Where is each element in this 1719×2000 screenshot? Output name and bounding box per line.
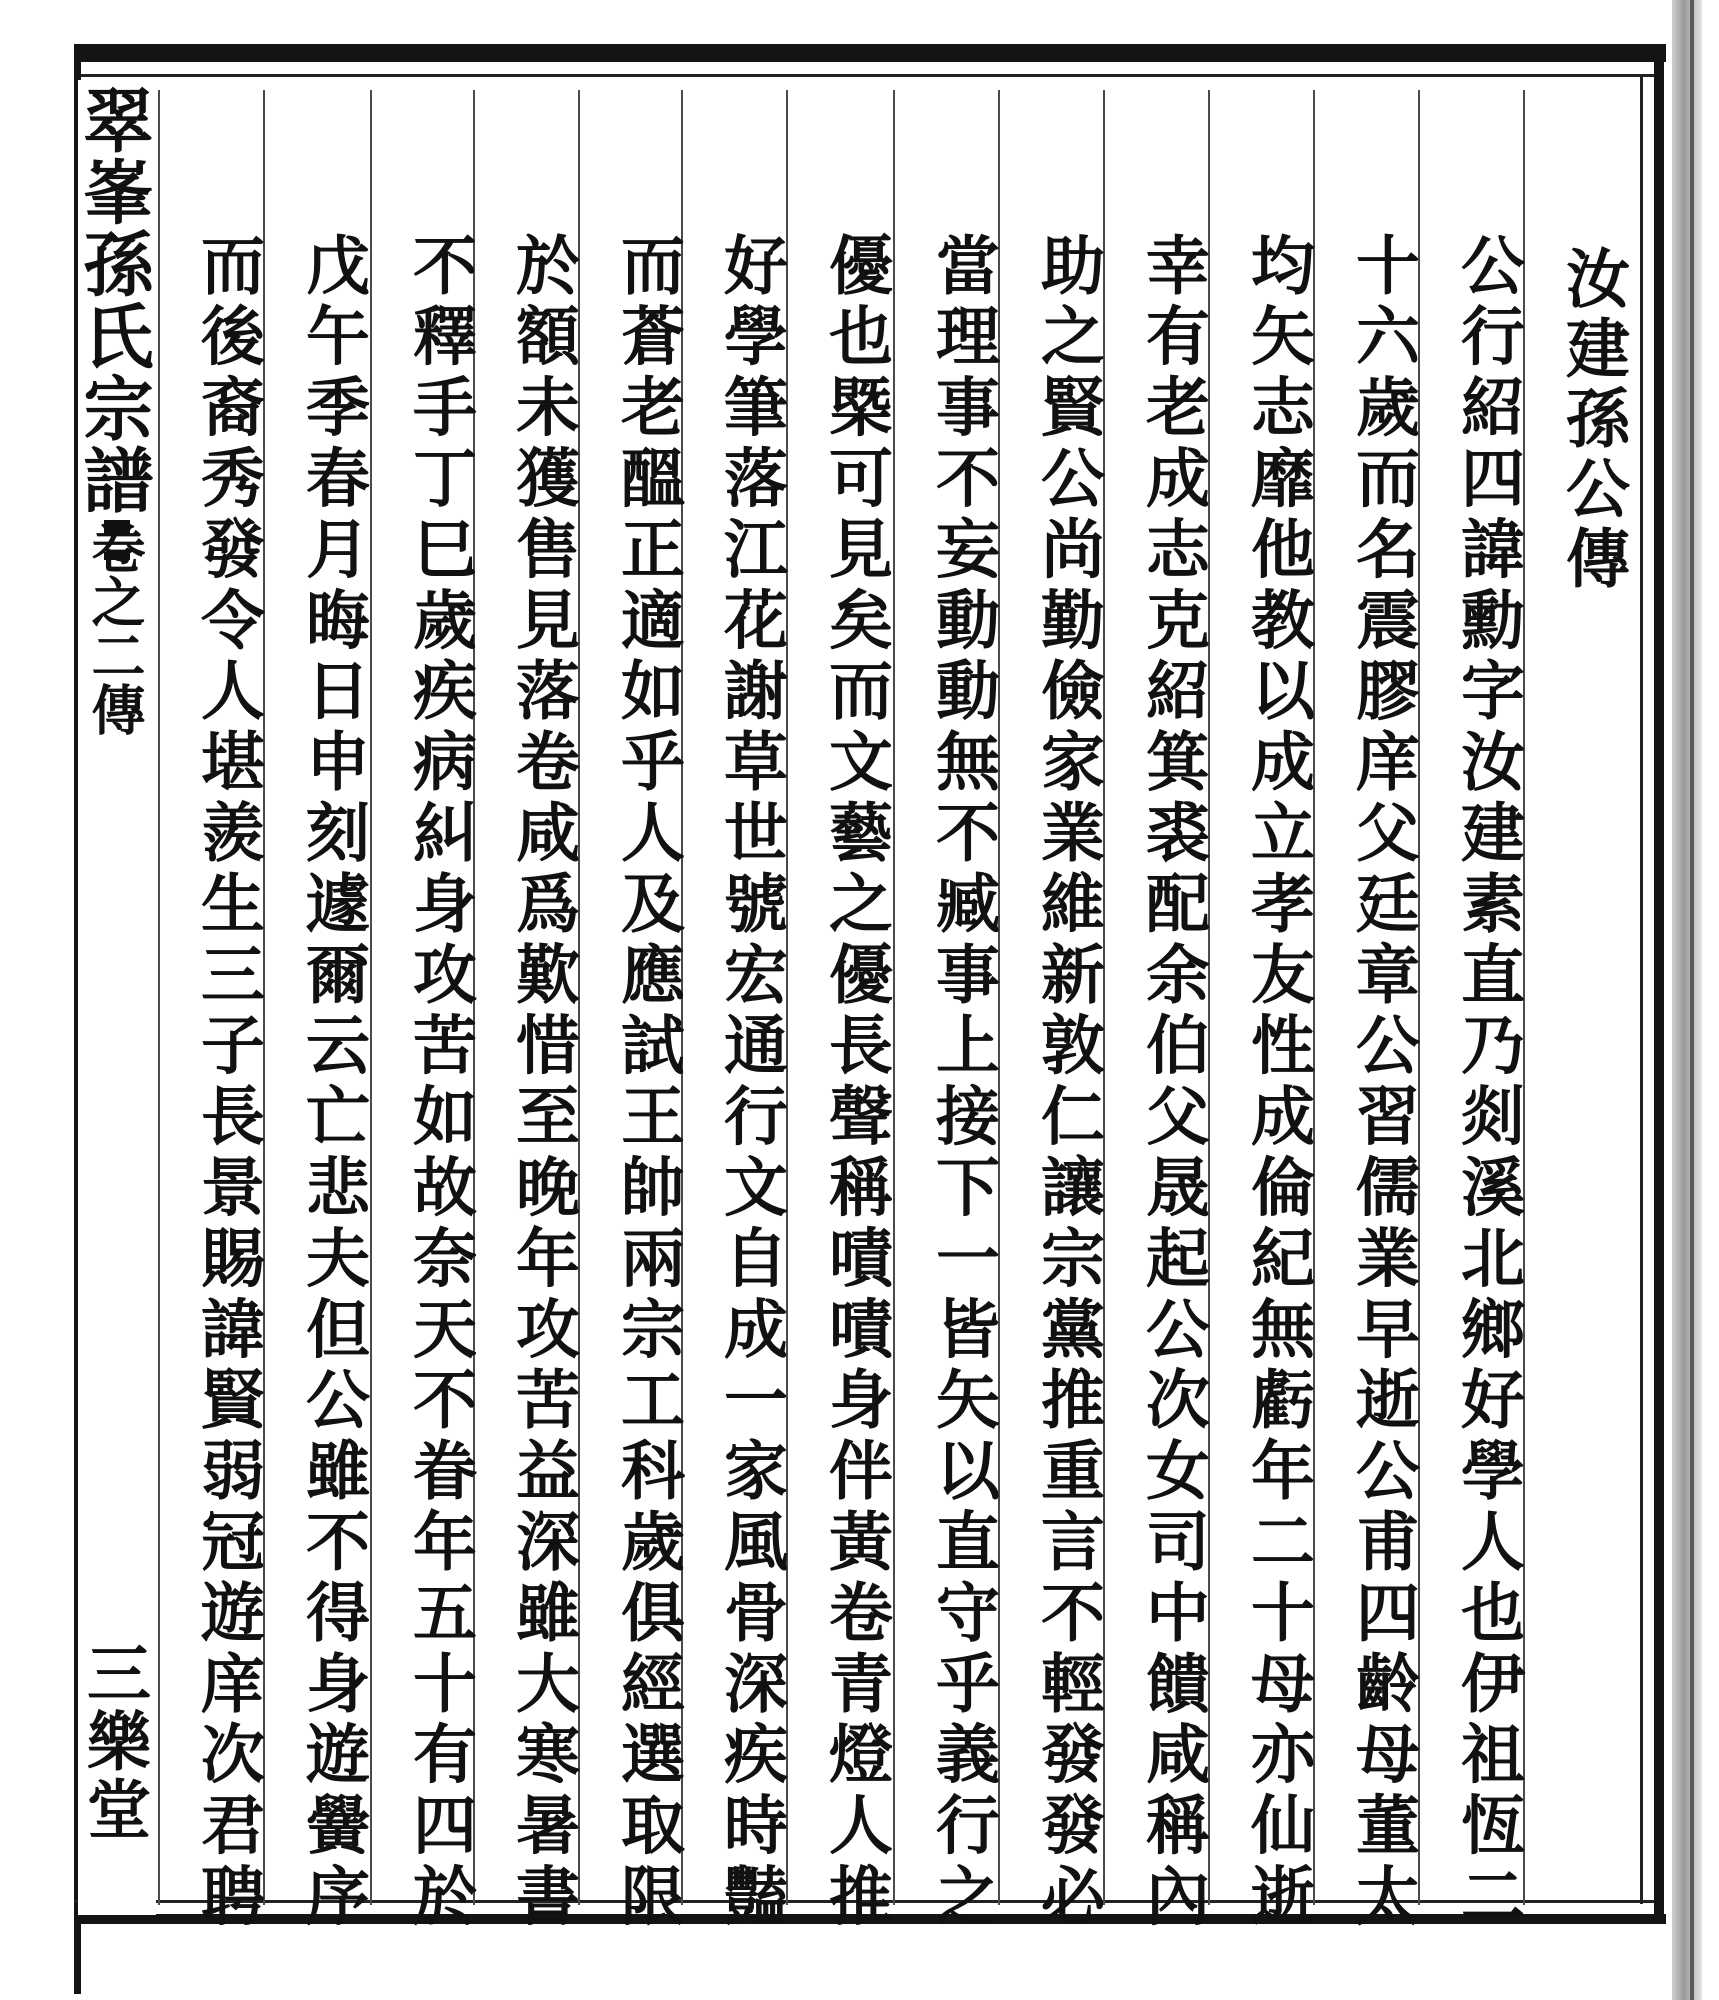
spine-volume bbox=[80, 520, 150, 736]
text-column: 幸有老成志克紹箕裘配余伯父晟起公次女司中饋咸稱內 bbox=[1135, 232, 1210, 1934]
spine-volume-label: 卷之二 bbox=[83, 520, 147, 682]
page-gutter bbox=[1672, 0, 1702, 2000]
text-column: 於額未獲售見落卷咸爲歎惜至晚年攻苦益深雖大寒暑書 bbox=[505, 232, 580, 1934]
text-column: 均矢志靡他教以成立孝友性成倫紀無虧年二十母亦仙逝 bbox=[1240, 232, 1315, 1934]
text-column: 當理事不妄動動無不臧事上接下一皆矢以直守乎義行之 bbox=[925, 232, 1000, 1934]
page-gutter-line bbox=[1690, 0, 1694, 2000]
text-column: 而後裔秀發令人堪羨生三子長景賜諱賢弱冠遊庠次君聘 bbox=[190, 232, 265, 1934]
text-column: 十六歲而名震膠庠父廷章公習儒業早逝公甫四齡母董太 bbox=[1345, 232, 1420, 1934]
text-column: 好學筆落江花謝草世號宏通行文自成一家風骨深疾時豔 bbox=[713, 232, 788, 1934]
text-column: 不釋手丁巳歲疾病糾身攻苦如故奈天不眷年五十有四於 bbox=[402, 232, 477, 1934]
frame-top-border bbox=[74, 44, 1666, 62]
spine-book-title: 翠峯孫氏宗譜 bbox=[72, 84, 155, 516]
text-column: 戊午季春月晦日申刻遽爾云亡悲夫但公雖不得身遊黌序 bbox=[295, 232, 370, 1934]
column-rule bbox=[158, 90, 160, 1905]
frame-top-inner-border bbox=[74, 74, 1664, 77]
biography-title: 汝建孫公傳 bbox=[1555, 245, 1630, 595]
text-column: 而蒼老醞正適如乎人及應試王帥兩宗工科歲俱經選取限 bbox=[610, 232, 685, 1934]
spine-section-label: 傳 bbox=[83, 682, 147, 736]
text-column: 助之賢公尚勤儉家業維新敦仁讓宗黨推重言不輕發發必 bbox=[1030, 232, 1105, 1934]
text-column: 公行紹四諱勳字汝建素直乃剡溪北鄉好學人也伊祖恆二 bbox=[1450, 232, 1525, 1934]
text-column: 優也槩可見矣而文藝之優長聲稱嘖嘖身伴黃卷青燈人推 bbox=[818, 232, 893, 1934]
spine-hall-name: 三樂堂 bbox=[76, 1640, 151, 1844]
frame-right-border bbox=[1654, 44, 1664, 1924]
